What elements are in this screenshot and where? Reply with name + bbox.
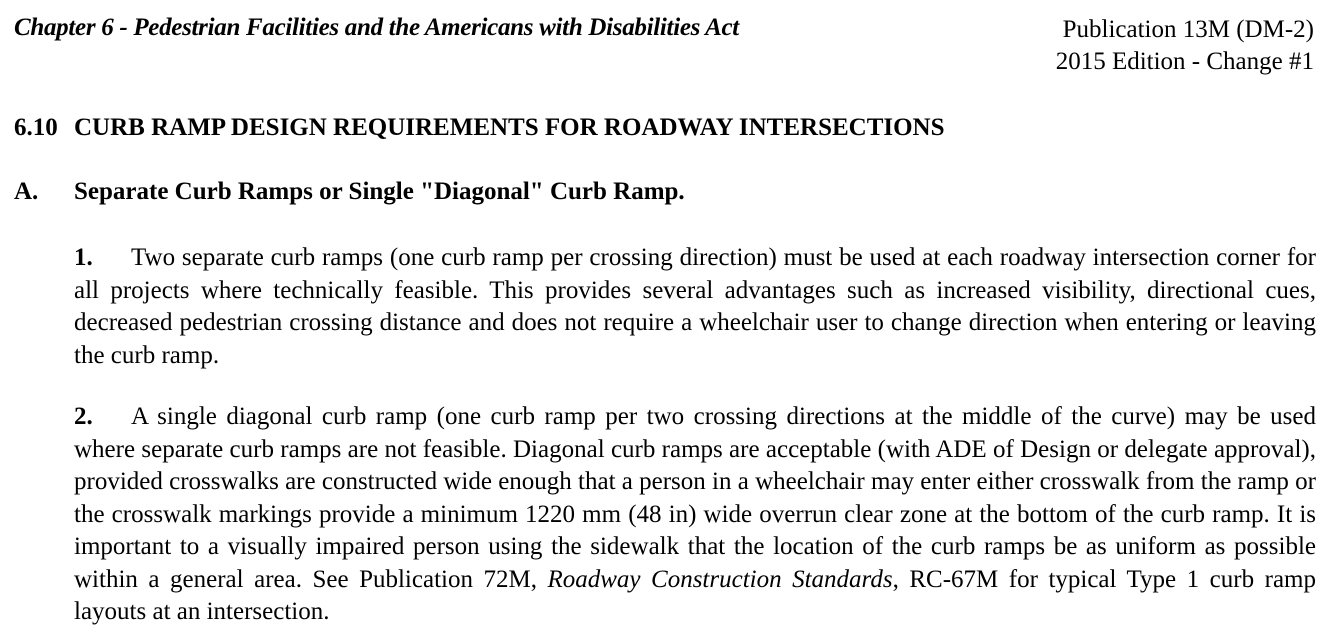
edition-label: 2015 Edition - Change #1 (1055, 48, 1314, 75)
paragraph-number: 1. (74, 244, 93, 271)
section-heading (14, 114, 945, 142)
chapter-header: Chapter 6 - Pedestrian Facilities and the Americans with Disabilities Act (14, 14, 739, 41)
paragraph-2 (74, 401, 1316, 629)
publication-info (1056, 14, 1314, 78)
publication-reference-title: Roadway Construction Standards (547, 565, 893, 593)
paragraph-text: A single diagonal curb ramp (one curb ramp per two crossing directions at the middle of the curve) may be used where separate curb ramps are not feasible. Diagonal curb ramps are acceptable (with ADE of Design or delegate approval), provided crosswalks are constructed wide enough that a person in a wheelchair may enter either crosswalk from the ramp or the crosswalk markings provide a minimum 1220 mm (48 in) wide overrun clear zone at the bottom of the curb ramp. It is important to a visually impaired person using the sidewalk that the location of the curb ramps be as uniform as possible within a general area. See Publication 72M, (74, 403, 1316, 593)
subsection-letter: A. (14, 178, 39, 205)
paragraph-number: 2. (74, 403, 93, 430)
paragraph-1 (74, 242, 1316, 372)
subsection-heading (14, 178, 685, 206)
subsection-title: Separate Curb Ramps or Single "Diagonal" Curb Ramp. (74, 178, 685, 205)
section-title: CURB RAMP DESIGN REQUIREMENTS FOR ROADWAY INTERSECTIONS (74, 114, 945, 141)
publication-number: Publication 13M (DM-2) (1062, 16, 1314, 43)
paragraph-text-end: , RC-67M for typical Type 1 curb ramp layouts at an intersection. (74, 565, 1316, 625)
section-number: 6.10 (14, 114, 58, 141)
paragraph-text: Two separate curb ramps (one curb ramp per crossing direction) must be used at each roadway intersection corner for all projects where technically feasible. This provides several advantages such as increased visibility, directional cues, decreased pedestrian crossing distance and does not require a wheelchair user to change direction when entering or leaving the curb ramp. (74, 244, 1316, 369)
